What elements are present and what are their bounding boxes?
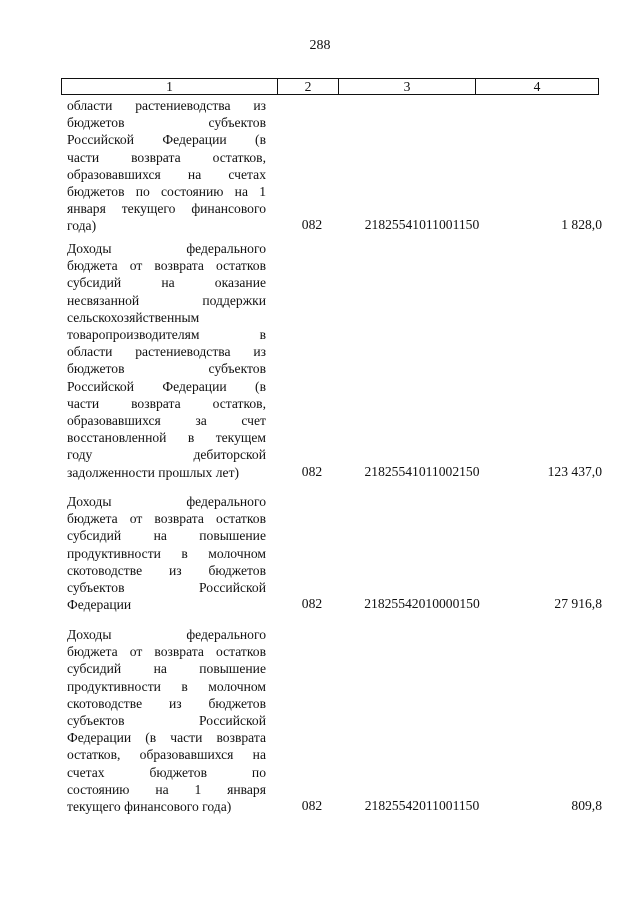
description-line: текущего финансового года): [67, 799, 232, 815]
kbk-code: 21825542011001150: [364, 798, 480, 813]
description-line: бюджетов субъектов: [67, 115, 266, 131]
description-line: состоянию на 1 января: [67, 781, 266, 797]
description-line: бюджетов субъектов: [67, 361, 266, 377]
description-line: бюджета от возврата остатков: [67, 644, 266, 660]
page-number: 288: [309, 38, 331, 53]
description-line: субсидий на повышение: [67, 528, 266, 544]
description-line: января текущего финансового: [67, 201, 266, 217]
description-line: субъектов Российской: [67, 580, 266, 596]
description-line: скотоводстве из бюджетов: [67, 695, 266, 711]
table-row: [67, 240, 607, 481]
admin-code: 082: [301, 217, 323, 233]
row-description: [67, 97, 266, 235]
header-col-1: 1: [62, 79, 278, 94]
description-line: Федерации: [67, 597, 132, 613]
kbk-code: 21825542010000150: [364, 596, 480, 612]
header-col-2: 2: [278, 79, 339, 94]
description-line: образовавшихся за счет: [67, 413, 266, 429]
description-line: Российской Федерации (в: [67, 132, 266, 148]
row-description: [67, 626, 266, 815]
row-description: [67, 493, 266, 613]
table-row: [67, 493, 607, 613]
description-line: года): [67, 218, 97, 234]
amount: 809,8: [571, 798, 602, 813]
description-line: Российской Федерации (в: [67, 378, 266, 394]
description-line: Доходы федерального: [67, 627, 266, 642]
description-line: субсидий на повышение: [67, 661, 266, 677]
kbk-code: 21825541011001150: [364, 217, 480, 233]
description-line: скотоводстве из бюджетов: [67, 562, 266, 578]
header-col-3: 3: [339, 79, 476, 94]
description-line: образовавшихся на счетах: [67, 166, 266, 182]
description-line: несвязанной поддержки: [67, 292, 266, 308]
table-row: [67, 97, 607, 235]
table-row: [67, 626, 607, 815]
description-line: бюджетов по состоянию на 1: [67, 184, 266, 200]
description-line: продуктивности в молочном: [67, 545, 266, 561]
admin-code: 082: [301, 798, 323, 813]
amount: 1 828,0: [561, 217, 602, 233]
header-col-4: 4: [533, 79, 541, 94]
admin-code: 082: [301, 596, 323, 612]
description-line: части возврата остатков,: [67, 395, 266, 411]
description-line: продуктивности в молочном: [67, 678, 266, 694]
description-line: части возврата остатков,: [67, 149, 266, 165]
description-line: счетах бюджетов по: [67, 764, 266, 780]
amount: 123 437,0: [547, 463, 602, 479]
description-line: задолженности прошлых лет): [67, 464, 240, 480]
description-line: Доходы федерального: [67, 241, 266, 256]
table-header-row: [61, 78, 599, 95]
description-line: области растениеводства из: [67, 98, 266, 113]
description-line: субъектов Российской: [67, 713, 266, 729]
description-line: Федерации (в части возврата: [67, 730, 266, 746]
description-line: области растениеводства из: [67, 344, 266, 360]
description-line: товаропроизводителям в: [67, 327, 266, 343]
description-line: субсидий на оказание: [67, 275, 266, 291]
amount: 27 916,8: [554, 596, 602, 612]
description-line: остатков, образовавшихся на: [67, 747, 266, 763]
description-line: бюджета от возврата остатков: [67, 258, 266, 274]
description-line: восстановленной в текущем: [67, 430, 266, 446]
admin-code: 082: [301, 463, 323, 479]
description-line: бюджета от возврата остатков: [67, 511, 266, 527]
row-description: [67, 240, 266, 481]
kbk-code: 21825541011002150: [364, 463, 480, 479]
description-line: Доходы федерального: [67, 494, 266, 509]
description-line: году дебиторской: [67, 447, 266, 463]
description-line: сельскохозяйственным: [67, 309, 200, 325]
